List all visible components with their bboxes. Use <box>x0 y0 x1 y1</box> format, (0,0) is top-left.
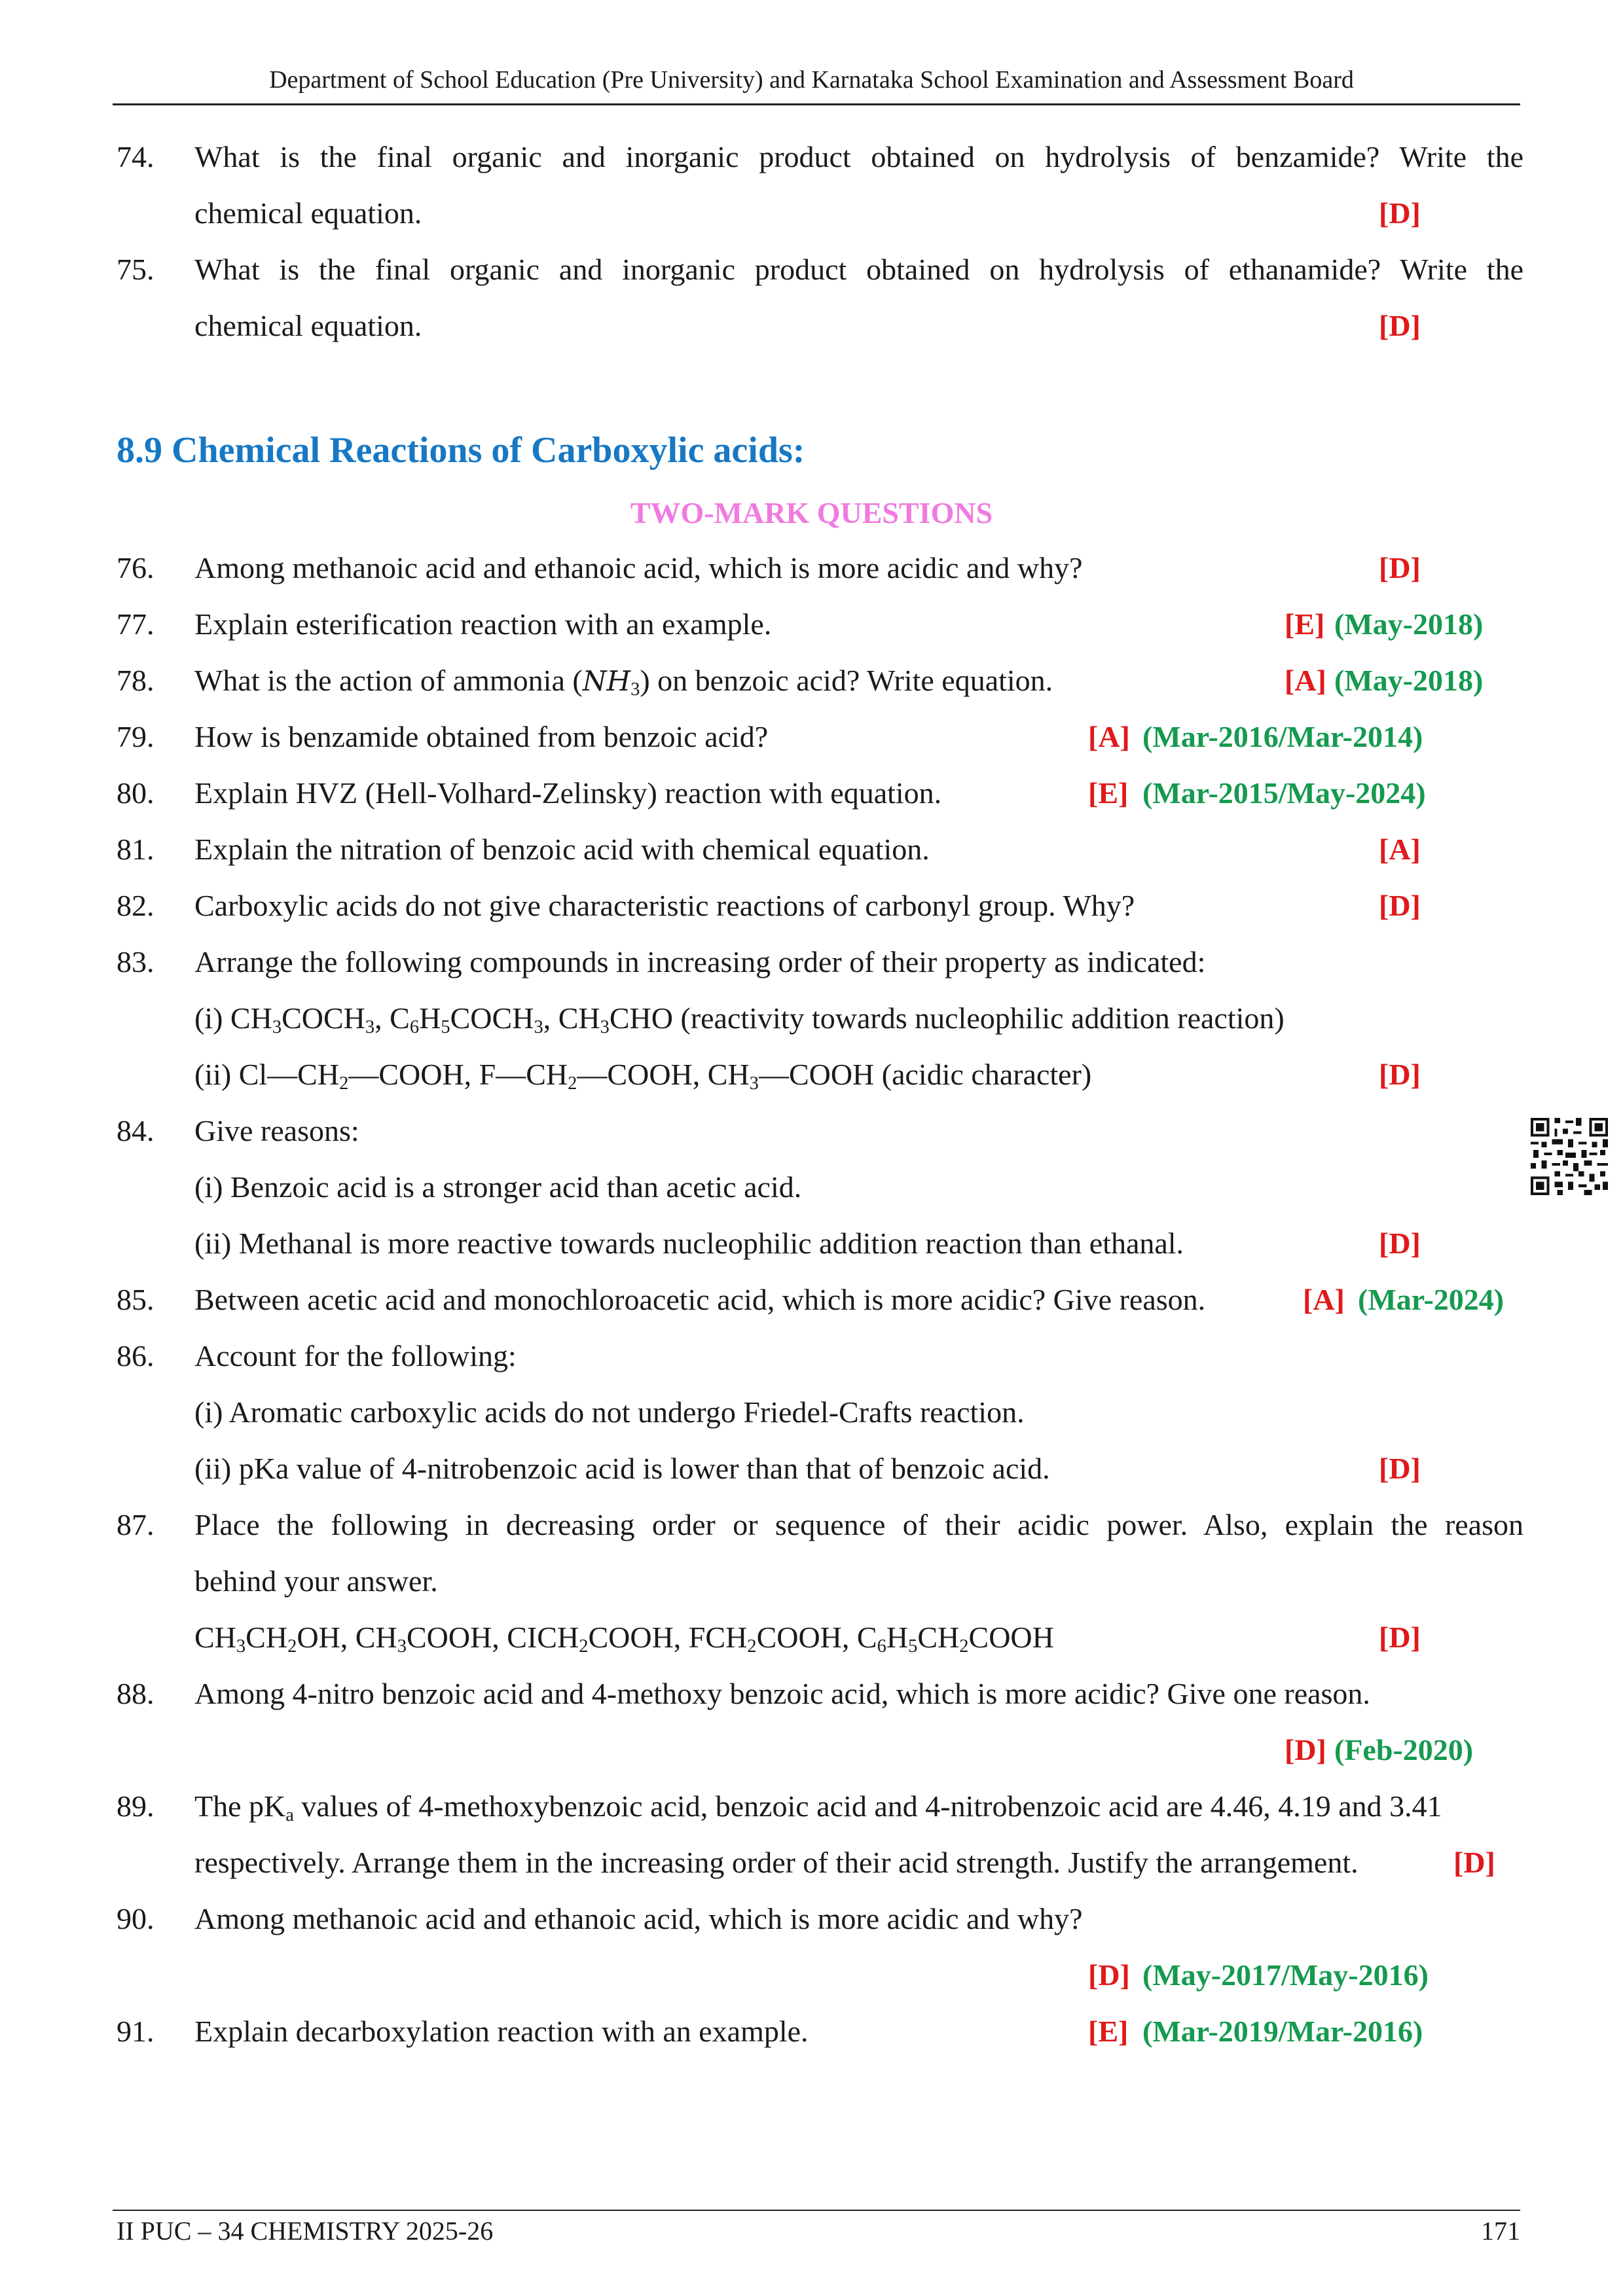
exam-tag: (Mar-2019/Mar-2016) <box>1142 2015 1423 2048</box>
question-76 <box>0 548 1623 588</box>
question-89 <box>0 1787 1623 1826</box>
difficulty-tag: [A] <box>1379 833 1421 866</box>
exam-tag: (May-2018) <box>1334 664 1484 697</box>
question-text: (ii) pKa value of 4-nitrobenzoic acid is lower than that of benzoic acid. <box>194 1452 1050 1485</box>
question-83-part-i <box>0 999 1623 1038</box>
footer-rule <box>113 2210 1520 2211</box>
question-89-line2 <box>0 1843 1623 1882</box>
question-83 <box>0 942 1623 982</box>
question-text: Explain the nitration of benzoic acid with chemical equation. <box>194 833 930 866</box>
question-number: 74. <box>117 140 155 173</box>
formula-nh3: NH <box>582 665 631 697</box>
formula-line: (i) $CH_3COCH_3$, $C_6H_5COCH_3$, $CH_3CHO$ (reactivity towards nucleophilic addition reaction) <box>194 1001 1285 1038</box>
question-86-part-i <box>0 1393 1623 1432</box>
question-text: chemical equation. <box>194 309 422 342</box>
difficulty-tag: [D] <box>1379 196 1421 230</box>
question-number: 85. <box>117 1283 155 1316</box>
question-85 <box>0 1280 1623 1319</box>
question-text: What is the action of ammonia $(NH_3)$ on benzoic acid? Write equation. <box>194 664 1053 700</box>
question-text: (i) Aromatic carboxylic acids do not undergo Friedel-Crafts reaction. <box>194 1395 1025 1429</box>
question-number: 82. <box>117 889 155 922</box>
question-75 <box>0 250 1623 289</box>
question-81 <box>0 830 1623 869</box>
footer-course: II PUC – 34 CHEMISTRY 2025-26 <box>117 2216 494 2246</box>
question-text: (i) Benzoic acid is a stronger acid than acetic acid. <box>194 1170 802 1204</box>
question-text: Among methanoic acid and ethanoic acid, which is more acidic and why? <box>194 551 1083 584</box>
subheading: TWO-MARK QUESTIONS <box>630 496 993 529</box>
exam-tag: (Feb-2020) <box>1334 1733 1474 1767</box>
difficulty-tag: [D] <box>1379 889 1421 922</box>
question-82 <box>0 886 1623 925</box>
exam-tag: (Mar-2015/May-2024) <box>1142 776 1426 810</box>
formula-line: (ii) $Cl—CH_2—COOH$, $F—CH_2—COOH$, $CH_3—COOH$ (acidic character) <box>194 1058 1092 1094</box>
question-87 <box>0 1505 1623 1545</box>
question-text: What is the final organic and inorganic product obtained on hydrolysis of benzamide? Write the <box>194 140 1523 173</box>
difficulty-tag: [D] <box>1285 1733 1326 1767</box>
difficulty-tag: [D] <box>1088 1958 1130 1992</box>
question-86-part-ii <box>0 1449 1623 1488</box>
question-text: Explain decarboxylation reaction with an example. <box>194 2015 809 2048</box>
question-text: What is the final organic and inorganic product obtained on hydrolysis of ethanamide? Write the <box>194 253 1523 286</box>
question-number: 87. <box>117 1508 155 1541</box>
exam-tag: (May-2018) <box>1334 607 1484 641</box>
question-88-tags <box>0 1731 1623 1770</box>
question-80 <box>0 774 1623 813</box>
question-83-part-ii <box>0 1055 1623 1094</box>
section-title: 8.9 Chemical Reactions of Carboxylic acids: <box>117 430 805 471</box>
difficulty-tag: [D] <box>1379 1058 1421 1091</box>
question-text: How is benzamide obtained from benzoic acid? <box>194 720 769 753</box>
page-header: Department of School Education (Pre University) and Karnataka School Examination and Assessment Board <box>269 66 1354 94</box>
formula-line: $CH_3CH_2OH$, $CH_3COOH$, $CICH_2COOH$, $FCH_2COOH$, $C_6H_5CH_2COOH$ <box>194 1621 1054 1657</box>
question-text: Explain HVZ (Hell-Volhard-Zelinsky) reaction with equation. <box>194 776 942 810</box>
question-87-formulas <box>0 1618 1623 1657</box>
question-text: Arrange the following compounds in increasing order of their property as indicated: <box>194 945 1206 978</box>
question-text: chemical equation. <box>194 196 422 230</box>
question-74-line2 <box>0 194 1623 233</box>
difficulty-tag: [D] <box>1453 1846 1495 1879</box>
question-text: Account for the following: <box>194 1339 517 1372</box>
question-number: 90. <box>117 1902 155 1935</box>
question-number: 77. <box>117 607 155 641</box>
difficulty-tag: [D] <box>1379 1452 1421 1485</box>
difficulty-tag: [E] <box>1088 776 1129 810</box>
question-84-part-i <box>0 1168 1623 1207</box>
exam-tag: (Mar-2024) <box>1358 1283 1504 1316</box>
question-text: Place the following in decreasing order or sequence of their acidic power. Also, explain the reason <box>194 1508 1523 1541</box>
header-rule <box>113 103 1520 105</box>
question-number: 88. <box>117 1677 155 1710</box>
question-text: behind your answer. <box>194 1564 438 1598</box>
question-77 <box>0 605 1623 644</box>
question-87-line2 <box>0 1562 1623 1601</box>
exam-tag: (May-2017/May-2016) <box>1142 1958 1429 1992</box>
question-number: 83. <box>117 945 155 978</box>
difficulty-tag: [D] <box>1379 309 1421 342</box>
question-74 <box>0 137 1623 177</box>
question-text: The $pK_a$ values of 4-methoxybenzoic acid, benzoic acid and 4-nitrobenzoic acid are 4.46, 4.19 and 3.41 <box>194 1789 1442 1826</box>
question-number: 89. <box>117 1789 155 1823</box>
question-text: (ii) Methanal is more reactive towards nucleophilic addition reaction than ethanal. <box>194 1227 1184 1260</box>
question-number: 91. <box>117 2015 155 2048</box>
question-78 <box>0 661 1623 700</box>
difficulty-tag: [A] <box>1303 1283 1345 1316</box>
question-79 <box>0 717 1623 757</box>
question-90 <box>0 1899 1623 1939</box>
question-75-line2 <box>0 306 1623 346</box>
question-number: 76. <box>117 551 155 584</box>
difficulty-tag: [D] <box>1379 1227 1421 1260</box>
question-number: 81. <box>117 833 155 866</box>
question-number: 86. <box>117 1339 155 1372</box>
question-86 <box>0 1336 1623 1376</box>
page-number: 171 <box>1481 2216 1520 2246</box>
question-number: 75. <box>117 253 155 286</box>
question-84-part-ii <box>0 1224 1623 1263</box>
question-text: Among methanoic acid and ethanoic acid, which is more acidic and why? <box>194 1902 1083 1935</box>
difficulty-tag: [A] <box>1285 664 1326 697</box>
qr-code-icon <box>1531 1118 1608 1195</box>
question-number: 78. <box>117 664 155 697</box>
difficulty-tag: [E] <box>1088 2015 1129 2048</box>
question-90-tags <box>0 1956 1623 1995</box>
exam-tag: (Mar-2016/Mar-2014) <box>1142 720 1423 753</box>
question-text: Between acetic acid and monochloroacetic acid, which is more acidic? Give reason. <box>194 1283 1206 1316</box>
difficulty-tag: [D] <box>1379 1621 1421 1654</box>
question-84 <box>0 1111 1623 1151</box>
question-91 <box>0 2012 1623 2051</box>
difficulty-tag: [E] <box>1285 607 1325 641</box>
question-number: 79. <box>117 720 155 753</box>
question-text: Carboxylic acids do not give characteristic reactions of carbonyl group. Why? <box>194 889 1135 922</box>
question-number: 80. <box>117 776 155 810</box>
question-text: respectively. Arrange them in the increasing order of their acid strength. Justify the arrangement. <box>194 1846 1359 1879</box>
question-text: Among 4-nitro benzoic acid and 4-methoxy benzoic acid, which is more acidic? Give one reason. <box>194 1677 1370 1710</box>
difficulty-tag: [A] <box>1088 720 1130 753</box>
question-text: Explain esterification reaction with an example. <box>194 607 772 641</box>
question-88 <box>0 1674 1623 1713</box>
question-text: Give reasons: <box>194 1114 359 1147</box>
question-number: 84. <box>117 1114 155 1147</box>
difficulty-tag: [D] <box>1379 551 1421 584</box>
